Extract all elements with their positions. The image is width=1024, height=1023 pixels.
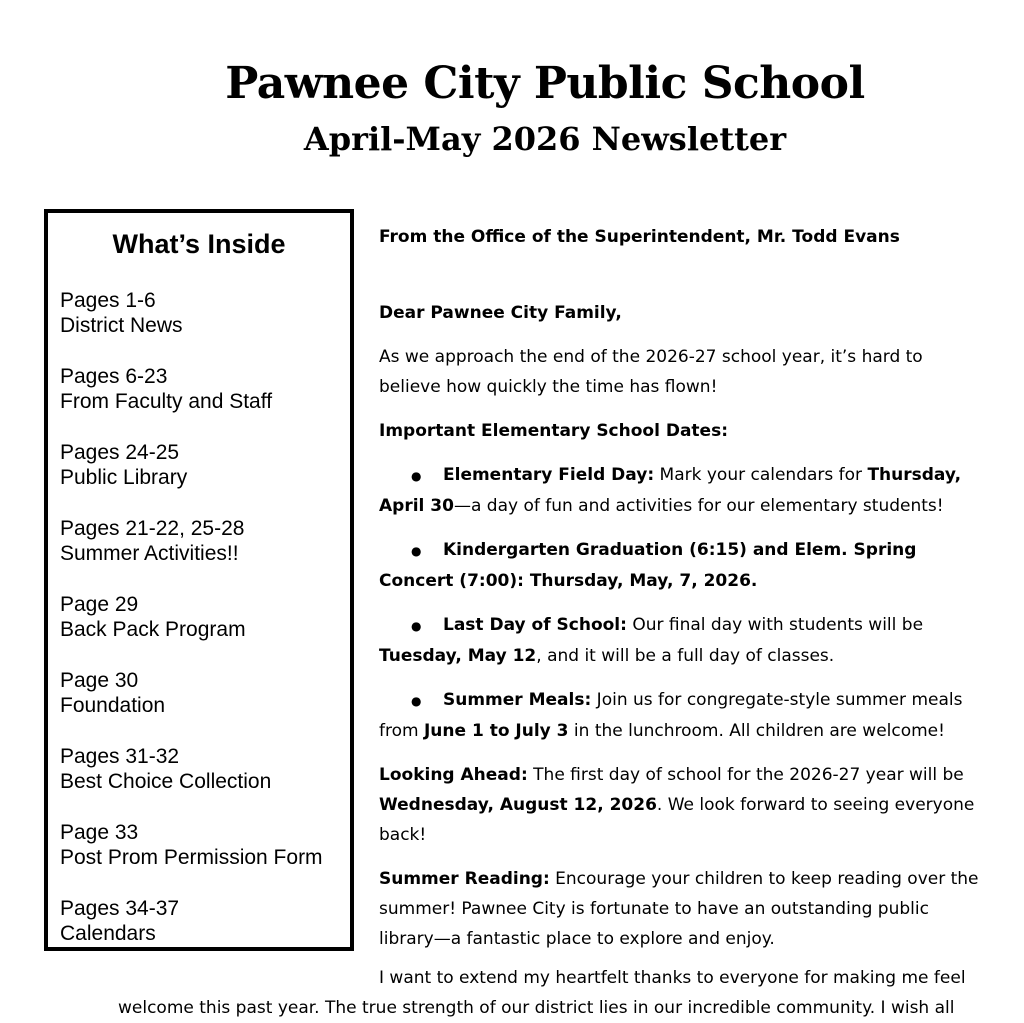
toc-section: District News bbox=[60, 314, 183, 337]
salutation: Dear Pawnee City Family, bbox=[379, 303, 622, 323]
toc-pages: Page 29 bbox=[60, 593, 139, 616]
intro-paragraph: As we approach the end of the 2026-27 school year, it’s hard to believe how quickly the time has flown! bbox=[379, 347, 923, 397]
toc-section: Back Pack Program bbox=[60, 618, 246, 641]
summer-reading-label: Summer Reading: bbox=[379, 869, 550, 889]
bullet-text: Mark your calendars for bbox=[654, 465, 868, 485]
toc-pages: Pages 6-23 bbox=[60, 365, 168, 388]
toc-item bbox=[60, 516, 244, 566]
toc-pages: Pages 21-22, 25-28 bbox=[60, 517, 245, 540]
toc-section: Best Choice Collection bbox=[60, 770, 272, 793]
thanks-line: welcome this past year. The true strength of our district lies in our incredible community. I wish all bbox=[118, 998, 955, 1018]
toc-item bbox=[60, 668, 165, 718]
toc-item bbox=[60, 744, 271, 794]
toc-section: From Faculty and Staff bbox=[60, 390, 273, 413]
toc-item bbox=[60, 896, 179, 946]
toc-item bbox=[60, 364, 272, 414]
toc-section: Post Prom Permission Form bbox=[60, 846, 323, 869]
toc-item bbox=[60, 440, 187, 490]
bullet-text: —a day of fun and activities for our elementary students! bbox=[453, 496, 944, 516]
paragraph-text: . We look forward to seeing everyone back! bbox=[379, 795, 975, 845]
bullet-graduation bbox=[379, 535, 979, 596]
bullet-summer-meals bbox=[379, 685, 979, 746]
toc-section: Summer Activities!! bbox=[60, 542, 239, 565]
looking-ahead-paragraph bbox=[379, 760, 979, 850]
bullet-date: Thursday, April 30 bbox=[379, 465, 962, 516]
toc-pages: Page 30 bbox=[60, 669, 139, 692]
bullet-text: Join us for congregate-style summer meals from bbox=[379, 690, 963, 741]
bullet-label: Last Day of School: bbox=[443, 615, 627, 635]
paragraph-text: Encourage your children to keep reading over the summer! Pawnee City is fortunate to have an outstanding public library—a fantastic place to explore and enjoy. bbox=[379, 869, 979, 949]
bullet-text: in the lunchroom. All children are welcome! bbox=[568, 721, 945, 741]
toc-item bbox=[60, 592, 246, 642]
newsletter-title: Pawnee City Public School bbox=[225, 58, 865, 109]
toc-pages: Pages 1-6 bbox=[60, 289, 156, 312]
toc-heading: What’s Inside bbox=[112, 229, 286, 259]
bullet-text: Our final day with students will be bbox=[626, 615, 924, 635]
thanks-line: I want to extend my heartfelt thanks to everyone for making me feel bbox=[379, 968, 966, 988]
paragraph-text: The first day of school for the 2026-27 year will be bbox=[527, 765, 964, 785]
toc-pages: Pages 31-32 bbox=[60, 745, 180, 768]
thanks-paragraph bbox=[118, 963, 1018, 1023]
toc-pages: Pages 34-37 bbox=[60, 897, 180, 920]
bullet-label: Kindergarten Graduation (6:15) and Elem. Spring Concert (7:00): Thursday, May, 7, 2026. bbox=[379, 540, 917, 591]
first-day-date: Wednesday, August 12, 2026 bbox=[379, 795, 657, 815]
bullet-label: Summer Meals: bbox=[443, 690, 592, 710]
dates-heading: Important Elementary School Dates: bbox=[379, 421, 728, 441]
whats-inside-box bbox=[44, 209, 354, 951]
looking-ahead-label: Looking Ahead: bbox=[379, 765, 528, 785]
bullet-date: Tuesday, May 12 bbox=[379, 646, 537, 666]
bullet-text: , and it will be a full day of classes. bbox=[536, 646, 835, 666]
toc-item bbox=[60, 820, 323, 870]
bullet-last-day bbox=[379, 610, 979, 671]
toc-section: Public Library bbox=[60, 466, 188, 489]
bullet-label: Elementary Field Day: bbox=[443, 465, 655, 485]
newsletter-subtitle: April-May 2026 Newsletter bbox=[303, 120, 787, 158]
toc-pages: Page 33 bbox=[60, 821, 139, 844]
toc-item bbox=[60, 288, 183, 338]
letter-from: From the Office of the Superintendent, Mr. Todd Evans bbox=[379, 227, 900, 247]
superintendent-letter bbox=[379, 222, 979, 954]
bullet-field-day bbox=[379, 460, 979, 521]
summer-reading-paragraph bbox=[379, 864, 979, 954]
bullet-date: June 1 to July 3 bbox=[423, 721, 569, 741]
toc-section: Foundation bbox=[60, 694, 166, 717]
toc-pages: Pages 24-25 bbox=[60, 441, 180, 464]
toc-section: Calendars bbox=[60, 922, 156, 945]
